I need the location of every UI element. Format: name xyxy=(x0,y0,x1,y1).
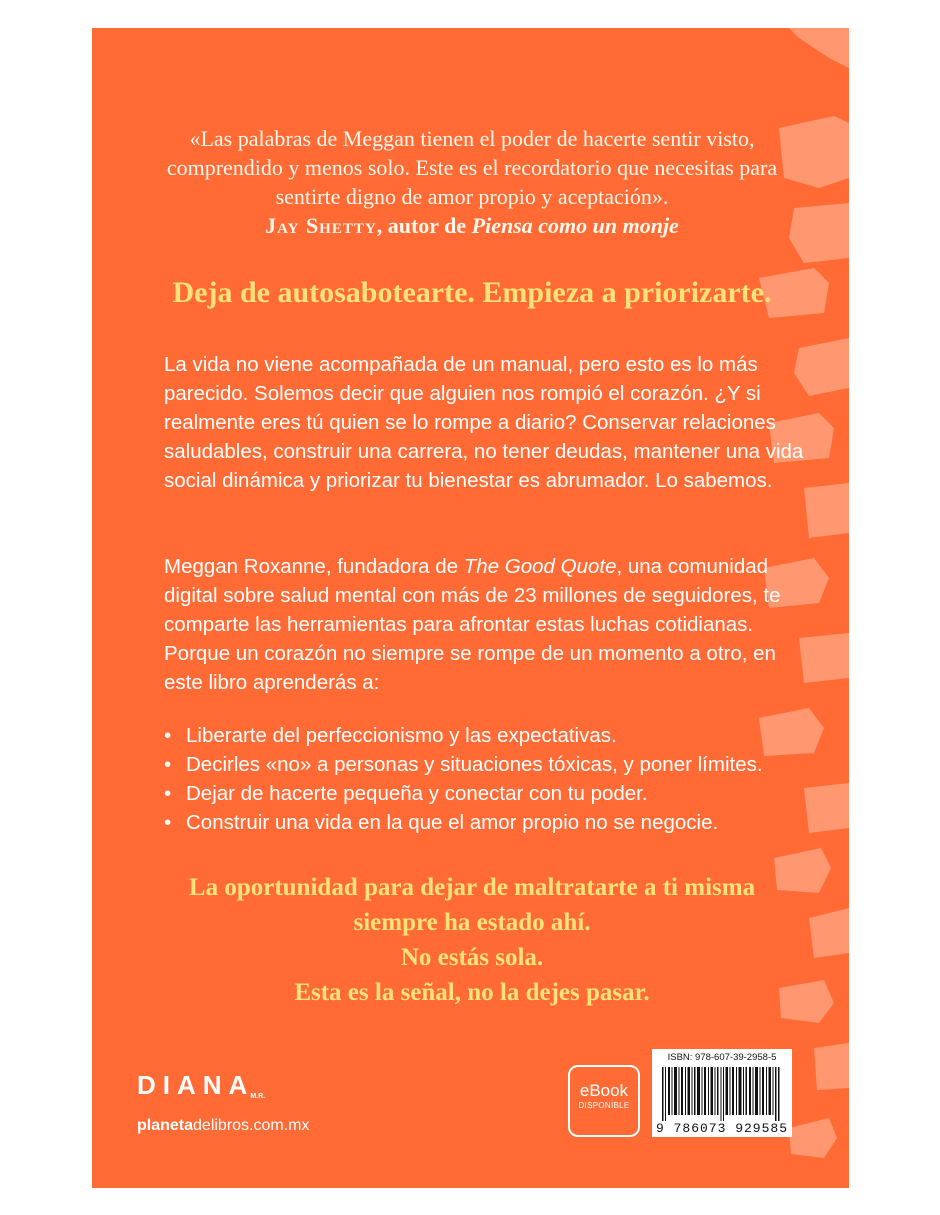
quote-author-suffix: , autor de xyxy=(376,213,472,238)
description-paragraph-2 xyxy=(164,552,804,697)
bullet-icon: • xyxy=(164,811,172,834)
quote-text: «Las palabras de Meggan tienen el poder de hacerte sentir visto, comprendido y menos solo. Este es el recordatorio que necesitas para sentirte digno de amor propio y aceptación». xyxy=(166,126,778,209)
quote-author: Jay Shetty xyxy=(265,213,377,238)
publisher-trademark: M.R. xyxy=(250,1093,266,1100)
barcode-panel xyxy=(652,1049,792,1137)
ebook-badge xyxy=(568,1065,640,1137)
list-item-text: Dejar de hacerte pequeña y conectar con tu poder. xyxy=(186,782,648,805)
barcode-number: 9 786073 929585 xyxy=(655,1121,789,1136)
list-item xyxy=(164,779,814,808)
publisher-name: DIANA xyxy=(137,1070,255,1100)
paragraph2-after: , una comunidad digital sobre salud mental con más de 23 millones de seguidores, te comparte las herramientas para afrontar estas luchas cotidianas. Porque un corazón no siempre se rompe de un momento a otro, en este libro aprenderás a: xyxy=(164,555,781,694)
list-item-text: Construir una vida en la que el amor propio no se negocie. xyxy=(186,811,719,834)
list-item-text: Decirles «no» a personas y situaciones tóxicas, y poner límites. xyxy=(186,753,763,776)
closing-statement xyxy=(122,870,822,1010)
list-item xyxy=(164,750,814,779)
isbn-label: ISBN: 978-607-39-2958-5 xyxy=(667,1052,777,1063)
bullet-icon: • xyxy=(164,782,172,805)
endorsement-quote xyxy=(152,124,792,240)
closing-line: No estás sola. xyxy=(400,944,544,971)
quote-book-title: Piensa como un monje xyxy=(471,213,679,238)
website-bold: planeta xyxy=(137,1117,194,1134)
paragraph2-before: Meggan Roxanne, fundadora de xyxy=(164,555,464,578)
list-item xyxy=(164,808,814,837)
list-item-text: Liberarte del perfeccionismo y las expectativas. xyxy=(186,724,617,747)
learning-list xyxy=(164,721,814,837)
paragraph2-title: The Good Quote xyxy=(463,555,617,578)
list-item xyxy=(164,721,814,750)
website-middle: delibros xyxy=(193,1117,250,1134)
description-paragraph-1: La vida no viene acompañada de un manual, pero esto es lo más parecido. Solemos decir que alguien nos rompió el corazón. ¿Y si realmente eres tú quien se lo rompe a diario? Conservar relaciones saludables, construir una carrera, no tener deudas, mantener una vida social dinámica y priorizar tu bienestar es abrumador. Lo sabemos. xyxy=(164,353,804,492)
ebook-label: eBook xyxy=(579,1081,629,1100)
book-back-cover xyxy=(92,28,849,1188)
barcode-icon xyxy=(662,1067,782,1121)
closing-line: Esta es la señal, no la dejes pasar. xyxy=(294,979,650,1006)
website-end: .com.mx xyxy=(249,1117,310,1134)
closing-line: siempre ha estado ahí. xyxy=(353,909,591,936)
bullet-icon: • xyxy=(164,724,172,747)
bullet-icon: • xyxy=(164,753,172,776)
ebook-available-label: DISPONIBLE xyxy=(578,1101,630,1110)
quote-author-line xyxy=(265,213,679,238)
publisher-website xyxy=(137,1117,310,1135)
headline: Deja de autosabotearte. Empieza a priorizarte. xyxy=(172,276,772,309)
closing-line: La oportunidad para dejar de maltratarte a ti misma xyxy=(188,874,756,901)
publisher-logo xyxy=(137,1070,265,1101)
